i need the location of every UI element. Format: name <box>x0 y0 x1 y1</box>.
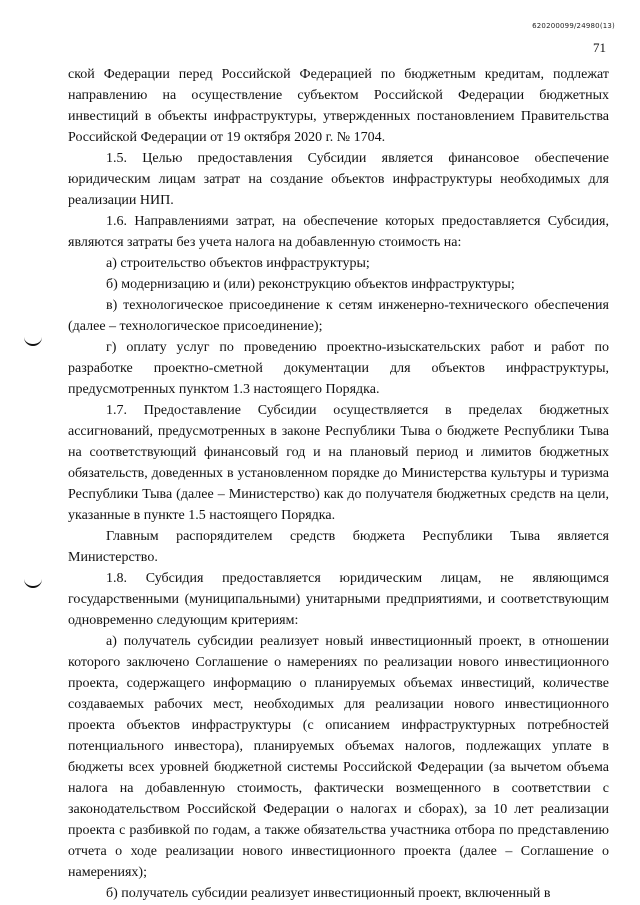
paragraph-1-6: 1.6. Направлениями затрат, на обеспечение которых предоставляется Субсидия, являются затраты без учета налога на добавленную стоимость на: <box>68 214 609 250</box>
paragraph-1-5: 1.5. Целью предоставления Субсидии является финансовое обеспечение юридическим лицам затрат на создание объектов инфраструктуры необходимых для реализации НИП. <box>68 151 609 208</box>
page-number: 71 <box>593 40 606 55</box>
paragraph-1-8: 1.8. Субсидия предоставляется юридическим лицам, не являющимся государственными (муниципальными) унитарными предприятиями, и соответствующим одновременно следующим критериям: <box>68 571 609 628</box>
criterion-b: б) получатель субсидии реализует инвестиционный проект, включенный в <box>106 886 551 901</box>
margin-mark-icon <box>24 578 42 588</box>
criterion-a: а) получатель субсидии реализует новый инвестиционный проект, в отношении которого заключено Соглашение о намерениях по реализации нового инвестиционного проекта, содержащего информацию о планируемых объемах инвестиций, количестве создаваемых рабочих мест, необходимых для реализации нового инвестиционного проекта объектов инфраструктуры (с описанием инфраструктурных потребностей потенциального инвестора), планируемых объемах налогов, подлежащих уплате в бюджеты всех уровней бюджетной системы Российской Федерации (за вычетом объема налога на добавленную стоимость, фактически возмещенного в соответствии с законодательством Российской Федерации о налогах и сборах), за 10 лет реализации проекта с разбивкой по годам, а также обязательства участника отбора по представлению отчета о ходе реализации нового инвестиционного проекта (далее – Соглашение о намерениях); <box>68 634 609 880</box>
list-item-a: а) строительство объектов инфраструктуры; <box>106 256 370 271</box>
paragraph-main-administrator: Главным распорядителем средств бюджета Республики Тыва является Министерство. <box>68 529 609 565</box>
list-item-v: в) технологическое присоединение к сетям инженерно-технического обеспечения (далее – технологическое присоединение); <box>68 298 609 334</box>
paragraph-1-7: 1.7. Предоставление Субсидии осуществляется в пределах бюджетных ассигнований, предусмотренных в законе Республики Тыва о бюджете Республики Тыва на соответствующий финансовый год и на плановый период и лимитов бюджетных обязательств, доведенных в установленном порядке до Министерства культуры и туризма Республики Тыва (далее – Министерство) как до получателя бюджетных средств на цели, указанные в пункте 1.5 настоящего Порядка. <box>68 403 609 523</box>
paragraph-continuation: ской Федерации перед Российской Федерацией по бюджетным кредитам, подлежат направлению на осуществление субъектом Российской Федерации бюджетных инвестиций в объекты инфраструктуры, утвержденных постановлением Правительства Российской Федерации от 19 октября 2020 г. № 1704. <box>68 67 609 145</box>
margin-mark-icon <box>24 336 42 346</box>
document-body <box>68 64 609 904</box>
document-number: 620200099/24980(13) <box>532 22 615 30</box>
list-item-b: б) модернизацию и (или) реконструкцию объектов инфраструктуры; <box>106 277 515 292</box>
list-item-g: г) оплату услуг по проведению проектно-изыскательских работ и работ по разработке проектно-сметной документации для объектов инфраструктуры, предусмотренных пунктом 1.3 настоящего Порядка. <box>68 340 609 397</box>
